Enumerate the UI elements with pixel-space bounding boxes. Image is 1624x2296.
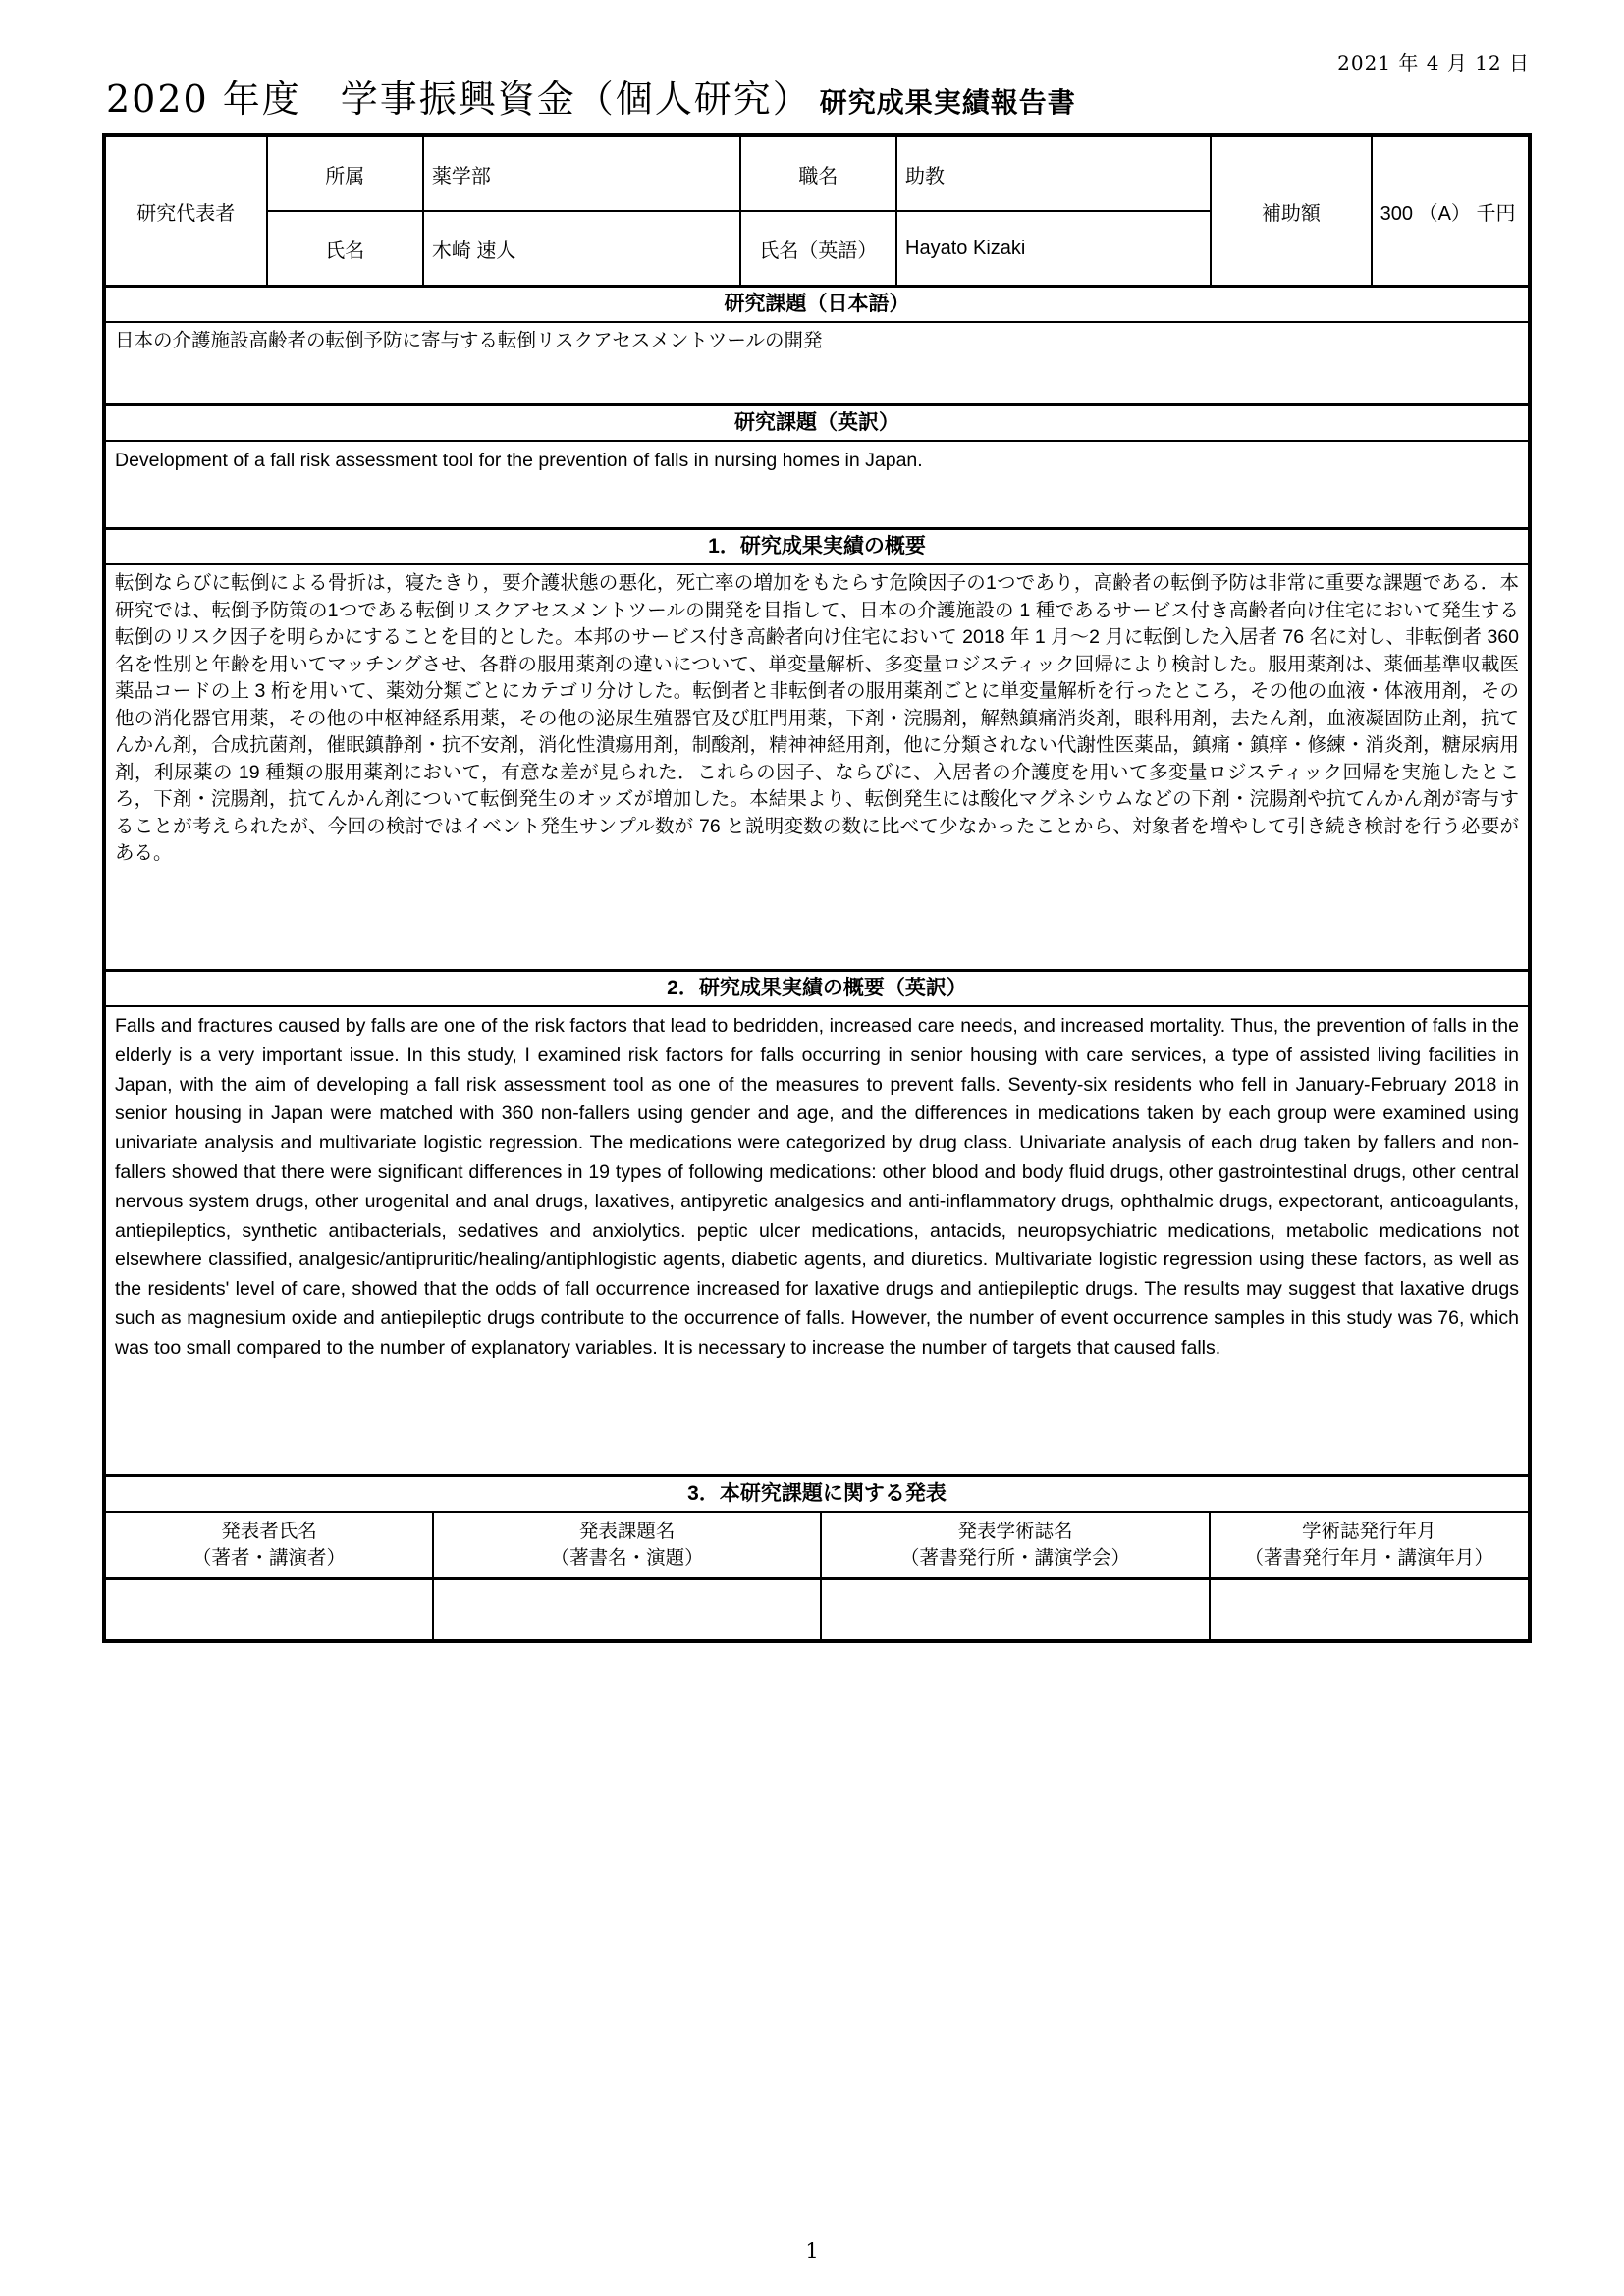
col-header-line: （著書名・演題） <box>550 1547 704 1569</box>
col-header-journal <box>821 1513 1209 1579</box>
subsidy-label: 補助額 <box>1211 137 1372 287</box>
summary-en-heading: 2．研究成果実績の概要（英訳） <box>106 972 1528 1007</box>
page-title <box>106 69 1076 123</box>
col-header-line: 発表学術誌名 <box>957 1521 1073 1542</box>
col-header-line: 発表者氏名 <box>221 1521 317 1542</box>
researcher-info-table <box>106 137 1528 288</box>
presentations-empty-row <box>106 1579 1528 1640</box>
presentations-heading: 3．本研究課題に関する発表 <box>106 1477 1528 1513</box>
empty-cell <box>106 1579 433 1640</box>
page-number: 1 <box>805 2239 819 2263</box>
empty-cell <box>821 1579 1209 1640</box>
summary-ja-body: 転倒ならびに転倒による骨折は，寝たきり，要介護状態の悪化，死亡率の増加をもたらす危険因子の1つであり，高齢者の転倒予防は非常に重要な課題である．本研究では、転倒予防策の1つである転倒リスクアセスメントツールの開発を目指して、日本の介護施設の 1 種であるサービス付き高齢者向け住宅において発生する転倒のリスク因子を明らかにすることを目的とした。本邦のサービス付き高齢者向け住宅において 2018 年 1 月～2 月に転倒した入居者 76 名に対し、非転倒者 360 名を性別と年齢を用いてマッチングさせ、各群の服用薬剤の違いについて、単変量解析、多変量ロジスティック回帰により検討した。服用薬剤は、薬価基準収載医薬品コードの上 3 桁を用いて、薬効分類ごとにカテゴリ分けした。転倒者と非転倒者の服用薬剤ごとに単変量解析を行ったところ，その他の血液・体液用剤，その他の消化器官用薬，その他の中枢神経系用薬，その他の泌尿生殖器官及び肛門用薬，下剤・浣腸剤，解熱鎮痛消炎剤，眼科用剤，去たん剤，血液凝固防止剤，抗てんかん剤，合成抗菌剤，催眠鎮静剤・抗不安剤，消化性潰瘍用剤，制酸剤，精神神経用剤，他に分類されない代謝性医薬品，鎮痛・鎮痒・修練・消炎剤，糖尿病用剤，利尿薬の 19 種類の服用薬剤において，有意な差が見られた．これらの因子、ならびに、入居者の介護度を用いて多変量ロジスティック回帰を実施したところ，下剤・浣腸剤，抗てんかん剤について転倒発生のオッズが増加した。本結果より、転倒発生には酸化マグネシウムなどの下剤・浣腸剤や抗てんかん剤が寄与することが考えられたが、今回の検討ではイベント発生サンプル数が 76 と説明変数の数に比べて少なかったことから、対象者を増やして引き続き検討を行う必要がある。 <box>106 565 1528 972</box>
summary-en-body: Falls and fractures caused by falls are one of the risk factors that lead to bedridden, increased care needs, and increased mortality. Thus, the prevention of falls in the elderly is a very important issue. In this study, I examined risk factors for falls occurring in senior housing with care services, a type of assisted living facilities in Japan, with the aim of developing a fall risk assessment tool as one of the measures to prevent falls. Seventy-six residents who fell in January-February 2018 in senior housing in Japan were matched with 360 non-fallers using gender and age, and the differences in medications taken by each group were examined using univariate analysis and multivariate logistic regression. The medications were categorized by drug class. Univariate analysis of each drug taken by fallers and non-fallers showed that there were significant differences in 19 types of following medications: other blood and body fluid drugs, other gastrointestinal drugs, other central nervous system drugs, other urogenital and anal drugs, laxatives, antipyretic analgesics and anti-inflammatory drugs, ophthalmic drugs, expectorant, anticoagulants, antiepileptics, synthetic antibacterials, sedatives and anxiolytics. peptic ulcer medications, antacids, neuropsychiatric medications, metabolic medications not elsewhere classified, analgesic/antipruritic/healing/antiphlogistic agents, diabetic agents, and diuretics. Multivariate logistic regression using these factors, as well as the residents' level of care, showed that the odds of fall occurrence increased for laxative drugs and antiepileptic drugs. The results may suggest that laxative drugs such as magnesium oxide and antiepileptic drugs contribute to the occurrence of falls. However, the number of event occurrence samples in this study was 76, which was too small compared to the number of explanatory variables. It is necessary to increase the number of targets that caused falls. <box>106 1007 1528 1477</box>
table-row <box>106 137 1528 211</box>
affiliation-value: 薬学部 <box>423 137 740 211</box>
col-header-presenter <box>106 1513 433 1579</box>
name-value: 木崎 速人 <box>423 211 740 287</box>
research-title-en-heading: 研究課題（英訳） <box>106 406 1528 442</box>
summary-ja-heading: 1．研究成果実績の概要 <box>106 530 1528 565</box>
col-header-date <box>1210 1513 1528 1579</box>
position-value: 助教 <box>896 137 1211 211</box>
position-label: 職名 <box>740 137 896 211</box>
name-label: 氏名 <box>267 211 423 287</box>
title-sub: 研究成果実績報告書 <box>819 87 1076 118</box>
presentations-header-row <box>106 1513 1528 1579</box>
col-header-line: 学術誌発行年月 <box>1302 1521 1436 1542</box>
research-title-ja-heading: 研究課題（日本語） <box>106 288 1528 323</box>
empty-cell <box>1210 1579 1528 1640</box>
research-title-en-body: Development of a fall risk assessment tool for the prevention of falls in nursing homes in Japan. <box>106 442 1528 530</box>
col-header-line: （著書発行年月・講演年月） <box>1244 1547 1494 1569</box>
title-main: 2020 年度 学事振興資金（個人研究） <box>106 78 812 121</box>
affiliation-label: 所属 <box>267 137 423 211</box>
col-header-line: （著者・講演者） <box>192 1547 347 1569</box>
presentations-table <box>106 1513 1528 1639</box>
research-title-ja-body: 日本の介護施設高齢者の転倒予防に寄与する転倒リスクアセスメントツールの開発 <box>106 323 1528 406</box>
subsidy-value: 300 （A） 千円 <box>1372 137 1528 287</box>
empty-cell <box>433 1579 821 1640</box>
report-form <box>102 133 1532 1643</box>
col-header-line: 発表課題名 <box>578 1521 676 1542</box>
col-header-topic <box>433 1513 821 1579</box>
researcher-role-label: 研究代表者 <box>106 137 267 287</box>
report-date: 2021 年 4 月 12 日 <box>1337 51 1530 75</box>
col-header-line: （著書発行所・講演学会） <box>899 1547 1130 1569</box>
name-en-value: Hayato Kizaki <box>896 211 1211 287</box>
name-en-label: 氏名（英語） <box>740 211 896 287</box>
